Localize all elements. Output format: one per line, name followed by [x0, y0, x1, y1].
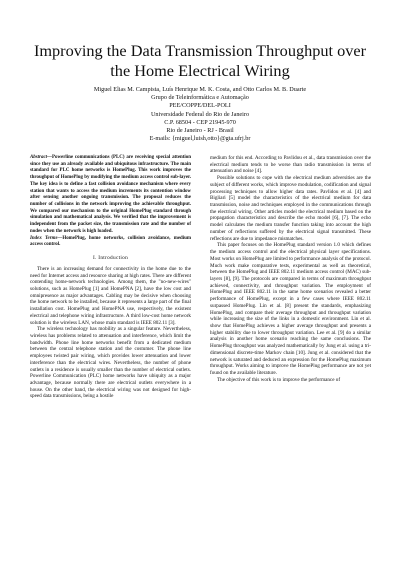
index-terms-text: HomePlug, home networks, collision avoidance, medium access control.: [30, 235, 191, 248]
right-column: [210, 155, 371, 383]
author-city: Rio de Janeiro - RJ - Brasil: [166, 127, 234, 135]
author-university: Universidade Federal do Rio de Janeiro: [150, 110, 250, 118]
author-lab: PEE/COPPE/DEL-POLI: [169, 102, 231, 110]
author-names: Miguel Elias M. Campista, Luís Henrique M. K. Costa, and Otto Carlos M. B. Duarte: [93, 86, 307, 93]
index-terms-label: Index Terms—: [30, 235, 63, 241]
left-column: [30, 155, 191, 400]
paragraph: The wireless technology has mobility as a singular feature. Nevertheless, wireless has problems related to attenuation and interference, which limit the bandwidth. Phone line home networks benefit from a dedicated medium between the central telephone station and the costumer. The phone line employees twisted pair wiring, which provides lower attenuation and lower interference than the electrical wires. Nevertheless, the number of phone outlets in a residence is usually smaller than the number of electrical outlets. Powerline Communication (PLC) home networks have ubiquity as a major advantage, because normally there are electrical outlets everywhere in a house. On the other hand, the electrical wiring was not designed for high-speed data transmissions, being a hostile: [30, 326, 191, 400]
paragraph: The objective of this work is to improve the performance of: [217, 376, 341, 383]
paragraph: medium for this end. According to Pavlidou et al., data transmission over the electrical medium tends to be worse than radio transmission in terms of attenuation and noise [4].: [210, 155, 371, 175]
paper-title: Improving the Data Transmission Throughput over the Home Electrical Wiring: [33, 41, 367, 80]
author-block: [30, 86, 370, 143]
paragraph: There is an increasing demand for connectivity in the home due to the need for Internet access and resource sharing at high rates. There are different contending home-network technologies. Among them, the "no-new-wires" solutions, such as HomePlug [1] and HomePNA [2], have the low cost and omnipresence as major advantages. Cabling may be decisive when choosing the home network to be installed, because it represents a large part of the final installation cost. HomePlug and HomePNA use, respectively, the existent electrical and telephone wiring infrastructure. A third low-cost home network solution is the wireless LAN, whose main standard is IEEE 802.11 [3].: [30, 265, 191, 326]
author-po-box: C.P. 68504 - CEP 21945-970: [164, 118, 236, 126]
paragraph: This paper focuses on the HomePlug standard version 1.0 which defines the medium access control and the electrical physical layer specifications. Most works on HomePlug are limited to performance analysis of the protocol. Much work make comparative tests, experimental as well as theoretical, between the HomePlug and IEEE 802.11 medium access control (MAC) sub-layers [8], [9]. The protocols are compared in terms of maximum throughput achieved, connectivity, and throughput variation. The employment of HomePlug and IEEE 802.11 in the same home scenarios revealed a better performance of HomePlug, except in a few cases where IEEE 802.11 surpassed HomePlug. Lin et al. [8] present the standards, emphasizing HomePlug, and compare their average throughput and throughput variation while increasing the size of the links in a domestic environment. Lin et al. show that HomePlug achieves a higher average throughput and presents a higher stability due to lower throughput variation. Lee et al. [9] do a similar analysis in another home scenario reaching the same conclusions. The HomePlug throughput was analyzed mathematically by Jung et al. using a tri-dimensional discrete-time Markov chain [10]. Jung et al. considered that the network is saturated and deduced an expression for the HomePlug maximum throughput. Works aiming to improve the HomePlug performance are not yet found on the available literature.: [210, 242, 371, 376]
paragraph: Possible solutions to cope with the electrical medium adversities are the subject of different works, which improve modulation, codification and signal processing techniques to allow higher data rates. Pavlidou et al. [4] and Bigliari [5] model the characteristics of the electrical medium for data transmission, noise and techniques employed in the communications through the electrical wiring. Other articles model the electrical medium based on the propagation characteristics and describe the echo model [6], [7]. The echo model calculates the medium transfer function taking into account the high number of reflections suffered by the electrical signal transmitted. These reflections are due to impedance mismatches.: [210, 175, 371, 242]
abstract-text: Powerline communications (PLC) are receiving special attention since they use an already available and ubiquitous infrastructure. The main standard for PLC home networks is HomePlug. This work improves the throughput of HomePlug by modifying the medium access control sub-layer. The key idea is to define a fast collision avoidance mechanism where every station that wants to access the medium increments its contention window after sensing another ongoing transmission. The proposal reduces the number of collisions in the network improving the achievable throughput. We compared our mechanism to the original HomePlug standard through simulation and mathematical analysis. We verified that the improvement is independent from the packet size, the transmission rate and the number of nodes when the network is high loaded.: [30, 155, 191, 234]
section-heading-introduction: I. Introduction: [92, 255, 129, 262]
abstract-label: Abstract—: [30, 155, 52, 160]
author-email: E-mails: {miguel,luish,otto}@gta.ufrj.br: [149, 135, 251, 143]
abstract: [30, 155, 191, 236]
author-group: Grupo de Teleinformática e Automação: [151, 94, 249, 102]
index-terms: [30, 236, 191, 249]
